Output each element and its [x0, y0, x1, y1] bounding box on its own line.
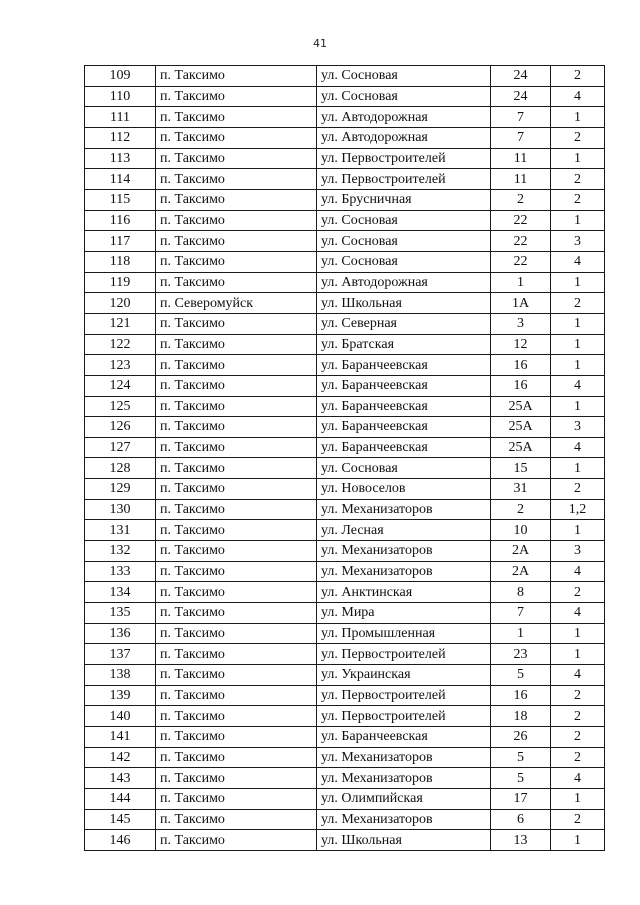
house-number-cell: 16 — [491, 375, 551, 396]
row-number-cell: 126 — [85, 417, 156, 438]
table-row — [85, 293, 605, 314]
row-number-cell: 128 — [85, 458, 156, 479]
table-row — [85, 396, 605, 417]
table-row — [85, 375, 605, 396]
house-number-cell: 5 — [491, 747, 551, 768]
row-number-cell: 129 — [85, 479, 156, 500]
table-row — [85, 272, 605, 293]
apartment-cell: 2 — [551, 293, 605, 314]
table-row — [85, 788, 605, 809]
row-number-cell: 121 — [85, 313, 156, 334]
house-number-cell: 12 — [491, 334, 551, 355]
row-number-cell: 118 — [85, 251, 156, 272]
street-cell: ул. Механизаторов — [317, 561, 491, 582]
settlement-cell: п. Таксимо — [156, 210, 317, 231]
apartment-cell: 4 — [551, 561, 605, 582]
settlement-cell: п. Таксимо — [156, 665, 317, 686]
row-number-cell: 145 — [85, 809, 156, 830]
street-cell: ул. Автодорожная — [317, 272, 491, 293]
apartment-cell: 1 — [551, 210, 605, 231]
settlement-cell: п. Таксимо — [156, 396, 317, 417]
street-cell: ул. Первостроителей — [317, 706, 491, 727]
apartment-cell: 4 — [551, 768, 605, 789]
apartment-cell: 1 — [551, 107, 605, 128]
house-number-cell: 22 — [491, 210, 551, 231]
house-number-cell: 22 — [491, 231, 551, 252]
table-row — [85, 582, 605, 603]
table-row — [85, 727, 605, 748]
house-number-cell: 2А — [491, 561, 551, 582]
street-cell: ул. Баранчеевская — [317, 437, 491, 458]
table-row — [85, 355, 605, 376]
table-row — [85, 706, 605, 727]
settlement-cell: п. Таксимо — [156, 479, 317, 500]
row-number-cell: 115 — [85, 189, 156, 210]
house-number-cell: 7 — [491, 127, 551, 148]
street-cell: ул. Промышленная — [317, 623, 491, 644]
settlement-cell: п. Таксимо — [156, 272, 317, 293]
table-row — [85, 685, 605, 706]
settlement-cell: п. Таксимо — [156, 706, 317, 727]
settlement-cell: п. Таксимо — [156, 127, 317, 148]
house-number-cell: 5 — [491, 665, 551, 686]
apartment-cell: 2 — [551, 747, 605, 768]
apartment-cell: 3 — [551, 417, 605, 438]
table-row — [85, 231, 605, 252]
house-number-cell: 11 — [491, 169, 551, 190]
settlement-cell: п. Таксимо — [156, 86, 317, 107]
row-number-cell: 113 — [85, 148, 156, 169]
table-row — [85, 458, 605, 479]
row-number-cell: 116 — [85, 210, 156, 231]
table-row — [85, 479, 605, 500]
settlement-cell: п. Таксимо — [156, 458, 317, 479]
row-number-cell: 117 — [85, 231, 156, 252]
row-number-cell: 110 — [85, 86, 156, 107]
house-number-cell: 1 — [491, 272, 551, 293]
house-number-cell: 13 — [491, 830, 551, 851]
settlement-cell: п. Таксимо — [156, 417, 317, 438]
settlement-cell: п. Таксимо — [156, 189, 317, 210]
apartment-cell: 1 — [551, 458, 605, 479]
apartment-cell: 1 — [551, 644, 605, 665]
apartment-cell: 3 — [551, 541, 605, 562]
house-number-cell: 16 — [491, 685, 551, 706]
house-number-cell: 31 — [491, 479, 551, 500]
row-number-cell: 111 — [85, 107, 156, 128]
house-number-cell: 17 — [491, 788, 551, 809]
settlement-cell: п. Таксимо — [156, 251, 317, 272]
row-number-cell: 146 — [85, 830, 156, 851]
row-number-cell: 132 — [85, 541, 156, 562]
apartment-cell: 4 — [551, 251, 605, 272]
table-row — [85, 86, 605, 107]
table-row — [85, 210, 605, 231]
street-cell: ул. Анктинская — [317, 582, 491, 603]
apartment-cell: 1 — [551, 520, 605, 541]
settlement-cell: п. Таксимо — [156, 499, 317, 520]
row-number-cell: 122 — [85, 334, 156, 355]
street-cell: ул. Баранчеевская — [317, 375, 491, 396]
street-cell: ул. Механизаторов — [317, 499, 491, 520]
street-cell: ул. Сосновая — [317, 86, 491, 107]
street-cell: ул. Первостроителей — [317, 148, 491, 169]
street-cell: ул. Механизаторов — [317, 747, 491, 768]
apartment-cell: 2 — [551, 809, 605, 830]
apartment-cell: 1 — [551, 148, 605, 169]
street-cell: ул. Братская — [317, 334, 491, 355]
settlement-cell: п. Таксимо — [156, 375, 317, 396]
row-number-cell: 133 — [85, 561, 156, 582]
row-number-cell: 125 — [85, 396, 156, 417]
row-number-cell: 123 — [85, 355, 156, 376]
house-number-cell: 3 — [491, 313, 551, 334]
street-cell: ул. Автодорожная — [317, 107, 491, 128]
house-number-cell: 24 — [491, 66, 551, 87]
house-number-cell: 16 — [491, 355, 551, 376]
row-number-cell: 136 — [85, 623, 156, 644]
apartment-cell: 1 — [551, 313, 605, 334]
settlement-cell: п. Таксимо — [156, 231, 317, 252]
settlement-cell: п. Таксимо — [156, 644, 317, 665]
settlement-cell: п. Таксимо — [156, 437, 317, 458]
apartment-cell: 2 — [551, 685, 605, 706]
apartment-cell: 4 — [551, 86, 605, 107]
settlement-cell: п. Таксимо — [156, 541, 317, 562]
table-row — [85, 127, 605, 148]
street-cell: ул. Баранчеевская — [317, 396, 491, 417]
street-cell: ул. Механизаторов — [317, 541, 491, 562]
street-cell: ул. Баранчеевская — [317, 727, 491, 748]
table-row — [85, 747, 605, 768]
table-row — [85, 623, 605, 644]
house-number-cell: 2А — [491, 541, 551, 562]
house-number-cell: 23 — [491, 644, 551, 665]
settlement-cell: п. Таксимо — [156, 66, 317, 87]
apartment-cell: 2 — [551, 727, 605, 748]
row-number-cell: 119 — [85, 272, 156, 293]
table-row — [85, 603, 605, 624]
house-number-cell: 8 — [491, 582, 551, 603]
row-number-cell: 140 — [85, 706, 156, 727]
settlement-cell: п. Таксимо — [156, 603, 317, 624]
apartment-cell: 1 — [551, 623, 605, 644]
apartment-cell: 2 — [551, 169, 605, 190]
street-cell: ул. Механизаторов — [317, 809, 491, 830]
street-cell: ул. Брусничная — [317, 189, 491, 210]
row-number-cell: 142 — [85, 747, 156, 768]
apartment-cell: 2 — [551, 706, 605, 727]
house-number-cell: 6 — [491, 809, 551, 830]
house-number-cell: 10 — [491, 520, 551, 541]
table-row — [85, 107, 605, 128]
apartment-cell: 1 — [551, 788, 605, 809]
street-cell: ул. Олимпийская — [317, 788, 491, 809]
table-row — [85, 665, 605, 686]
settlement-cell: п. Таксимо — [156, 582, 317, 603]
street-cell: ул. Сосновая — [317, 251, 491, 272]
row-number-cell: 109 — [85, 66, 156, 87]
settlement-cell: п. Таксимо — [156, 355, 317, 376]
apartment-cell: 2 — [551, 66, 605, 87]
house-number-cell: 26 — [491, 727, 551, 748]
apartment-cell: 2 — [551, 479, 605, 500]
table-body — [85, 66, 605, 851]
street-cell: ул. Первостроителей — [317, 685, 491, 706]
row-number-cell: 134 — [85, 582, 156, 603]
table-row — [85, 809, 605, 830]
apartment-cell: 1 — [551, 334, 605, 355]
settlement-cell: п. Таксимо — [156, 107, 317, 128]
row-number-cell: 135 — [85, 603, 156, 624]
page-number: 41 — [313, 37, 327, 50]
row-number-cell: 130 — [85, 499, 156, 520]
row-number-cell: 127 — [85, 437, 156, 458]
apartment-cell: 1,2 — [551, 499, 605, 520]
street-cell: ул. Баранчеевская — [317, 355, 491, 376]
apartment-cell: 4 — [551, 603, 605, 624]
table-row — [85, 561, 605, 582]
table-row — [85, 334, 605, 355]
apartment-cell: 4 — [551, 665, 605, 686]
street-cell: ул. Механизаторов — [317, 768, 491, 789]
house-number-cell: 11 — [491, 148, 551, 169]
house-number-cell: 5 — [491, 768, 551, 789]
apartment-cell: 1 — [551, 396, 605, 417]
apartment-cell: 1 — [551, 355, 605, 376]
row-number-cell: 138 — [85, 665, 156, 686]
table-row — [85, 169, 605, 190]
settlement-cell: п. Таксимо — [156, 685, 317, 706]
settlement-cell: п. Таксимо — [156, 561, 317, 582]
street-cell: ул. Сосновая — [317, 210, 491, 231]
street-cell: ул. Сосновая — [317, 458, 491, 479]
settlement-cell: п. Таксимо — [156, 520, 317, 541]
apartment-cell: 4 — [551, 437, 605, 458]
row-number-cell: 139 — [85, 685, 156, 706]
house-number-cell: 15 — [491, 458, 551, 479]
house-number-cell: 25А — [491, 396, 551, 417]
street-cell: ул. Лесная — [317, 520, 491, 541]
settlement-cell: п. Таксимо — [156, 768, 317, 789]
house-number-cell: 1 — [491, 623, 551, 644]
street-cell: ул. Новоселов — [317, 479, 491, 500]
table-row — [85, 768, 605, 789]
table-row — [85, 417, 605, 438]
apartment-cell: 1 — [551, 830, 605, 851]
house-number-cell: 1А — [491, 293, 551, 314]
row-number-cell: 112 — [85, 127, 156, 148]
row-number-cell: 141 — [85, 727, 156, 748]
apartment-cell: 2 — [551, 582, 605, 603]
table-row — [85, 251, 605, 272]
table-row — [85, 520, 605, 541]
house-number-cell: 2 — [491, 499, 551, 520]
settlement-cell: п. Таксимо — [156, 809, 317, 830]
street-cell: ул. Северная — [317, 313, 491, 334]
address-table — [84, 65, 605, 851]
settlement-cell: п. Таксимо — [156, 334, 317, 355]
house-number-cell: 2 — [491, 189, 551, 210]
house-number-cell: 22 — [491, 251, 551, 272]
table-row — [85, 148, 605, 169]
row-number-cell: 137 — [85, 644, 156, 665]
settlement-cell: п. Таксимо — [156, 830, 317, 851]
settlement-cell: п. Таксимо — [156, 148, 317, 169]
table-row — [85, 499, 605, 520]
table-row — [85, 541, 605, 562]
house-number-cell: 7 — [491, 107, 551, 128]
street-cell: ул. Первостроителей — [317, 644, 491, 665]
settlement-cell: п. Таксимо — [156, 747, 317, 768]
street-cell: ул. Школьная — [317, 293, 491, 314]
settlement-cell: п. Таксимо — [156, 169, 317, 190]
table-row — [85, 644, 605, 665]
apartment-cell: 2 — [551, 189, 605, 210]
row-number-cell: 144 — [85, 788, 156, 809]
settlement-cell: п. Таксимо — [156, 623, 317, 644]
house-number-cell: 25А — [491, 437, 551, 458]
table-row — [85, 830, 605, 851]
apartment-cell: 4 — [551, 375, 605, 396]
apartment-cell: 1 — [551, 272, 605, 293]
apartment-cell: 3 — [551, 231, 605, 252]
row-number-cell: 131 — [85, 520, 156, 541]
house-number-cell: 7 — [491, 603, 551, 624]
row-number-cell: 143 — [85, 768, 156, 789]
house-number-cell: 24 — [491, 86, 551, 107]
row-number-cell: 124 — [85, 375, 156, 396]
street-cell: ул. Сосновая — [317, 66, 491, 87]
apartment-cell: 2 — [551, 127, 605, 148]
table-row — [85, 189, 605, 210]
table-row — [85, 66, 605, 87]
table-row — [85, 437, 605, 458]
house-number-cell: 18 — [491, 706, 551, 727]
settlement-cell: п. Таксимо — [156, 727, 317, 748]
settlement-cell: п. Таксимо — [156, 788, 317, 809]
row-number-cell: 114 — [85, 169, 156, 190]
settlement-cell: п. Северомуйск — [156, 293, 317, 314]
row-number-cell: 120 — [85, 293, 156, 314]
house-number-cell: 25А — [491, 417, 551, 438]
street-cell: ул. Украинская — [317, 665, 491, 686]
street-cell: ул. Первостроителей — [317, 169, 491, 190]
street-cell: ул. Баранчеевская — [317, 417, 491, 438]
street-cell: ул. Автодорожная — [317, 127, 491, 148]
table-row — [85, 313, 605, 334]
settlement-cell: п. Таксимо — [156, 313, 317, 334]
street-cell: ул. Школьная — [317, 830, 491, 851]
street-cell: ул. Мира — [317, 603, 491, 624]
street-cell: ул. Сосновая — [317, 231, 491, 252]
